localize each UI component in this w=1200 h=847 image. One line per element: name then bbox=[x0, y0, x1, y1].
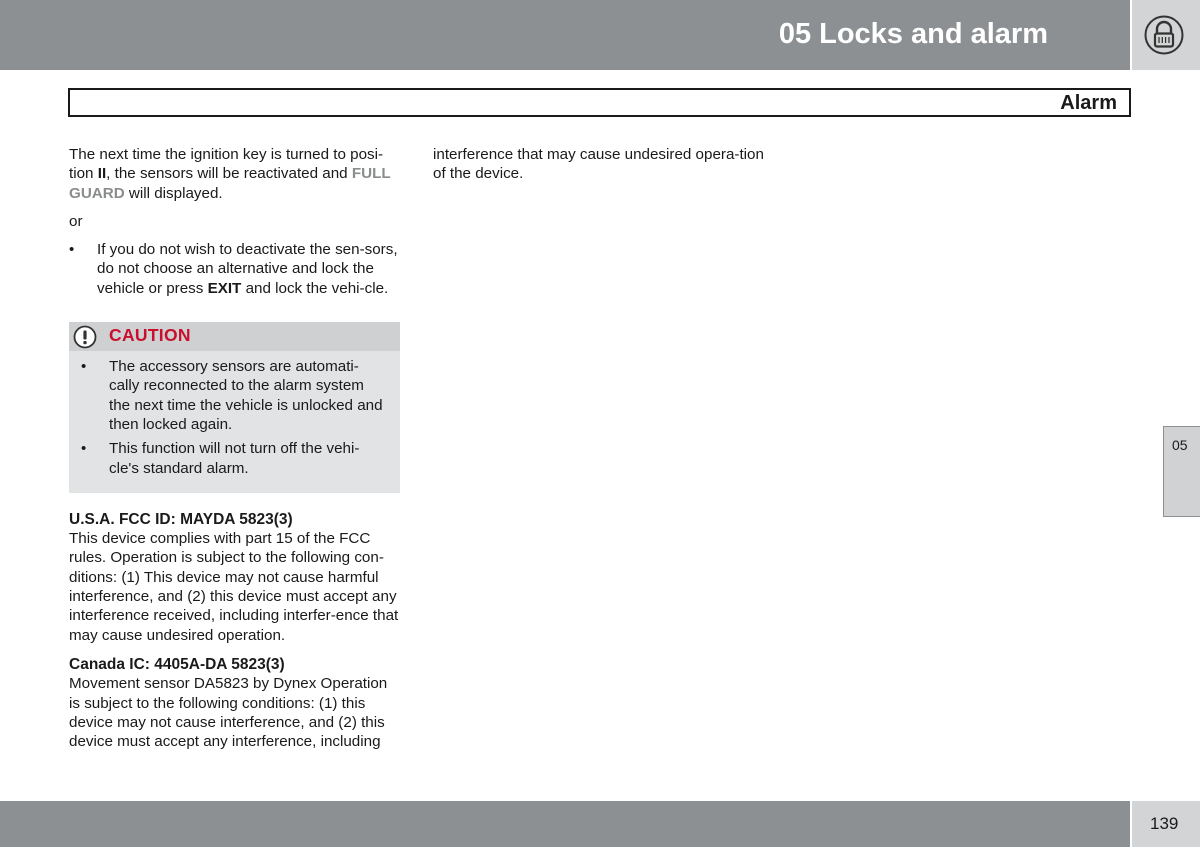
caution-label: CAUTION bbox=[109, 325, 191, 346]
or-text: or bbox=[69, 212, 83, 230]
column-left bbox=[69, 145, 402, 751]
list-item: • The accessory sensors are automati-cally reconnected to the alarm system the next time the vehicle is unlocked and then locked again. bbox=[81, 358, 383, 433]
side-tab-label: 05 bbox=[1172, 437, 1188, 453]
list-item: • If you do not wish to deactivate the sen-sors, do not choose an alternative and lock the vehicle or press EXIT and lock the vehi-cle. bbox=[69, 241, 398, 297]
bullet-marker: • bbox=[81, 440, 87, 458]
list-item: • This function will not turn off the vehi-cle's standard alarm. bbox=[81, 440, 360, 477]
header-bar bbox=[0, 0, 1130, 70]
caution-box bbox=[69, 322, 400, 493]
fcc-heading: U.S.A. FCC ID: MAYDA 5823(3) bbox=[69, 510, 293, 528]
bullet-marker: • bbox=[69, 241, 75, 259]
exclamation-icon bbox=[73, 325, 97, 349]
canada-body: Movement sensor DA5823 by Dynex Operation is subject to the following conditions: (1) this device may not cause interference, and (2) this device must accept any interference, including bbox=[69, 675, 388, 751]
key-position: II bbox=[97, 165, 107, 183]
caution-header bbox=[69, 322, 400, 351]
page-number-box bbox=[1132, 801, 1200, 847]
column-right bbox=[433, 145, 767, 184]
page-number: 139 bbox=[1150, 814, 1179, 833]
padlock-icon bbox=[1144, 15, 1184, 55]
canada-heading: Canada IC: 4405A-DA 5823(3) bbox=[69, 655, 285, 673]
chapter-title: 05 Locks and alarm bbox=[778, 18, 1048, 50]
chapter-side-tab bbox=[1163, 426, 1200, 517]
reactivation-paragraph: The next time the ignition key is turned to posi-tion II, the sensors will be reactivated and FULL GUARD will displayed. bbox=[69, 146, 391, 202]
chapter-icon-box bbox=[1132, 0, 1200, 70]
continuation-text: interference that may cause undesired opera-tion of the device. bbox=[433, 146, 764, 183]
display-text-full-guard: FULL GUARD bbox=[69, 165, 391, 202]
fcc-body: This device complies with part 15 of the FCC rules. Operation is subject to the following con-ditions: (1) This device may not cause harmful interference, and (2) this device must accept any interference received, including interfer-ence that may cause undesired operation. bbox=[69, 530, 399, 644]
caution-body bbox=[69, 351, 400, 493]
section-title-box bbox=[68, 88, 1131, 117]
exit-button-name: EXIT bbox=[207, 279, 242, 297]
bullet-marker: • bbox=[81, 358, 87, 376]
footer-bar bbox=[0, 801, 1130, 847]
fcc-section bbox=[69, 510, 402, 645]
section-title: Alarm bbox=[1060, 92, 1117, 114]
canada-section bbox=[69, 655, 402, 751]
